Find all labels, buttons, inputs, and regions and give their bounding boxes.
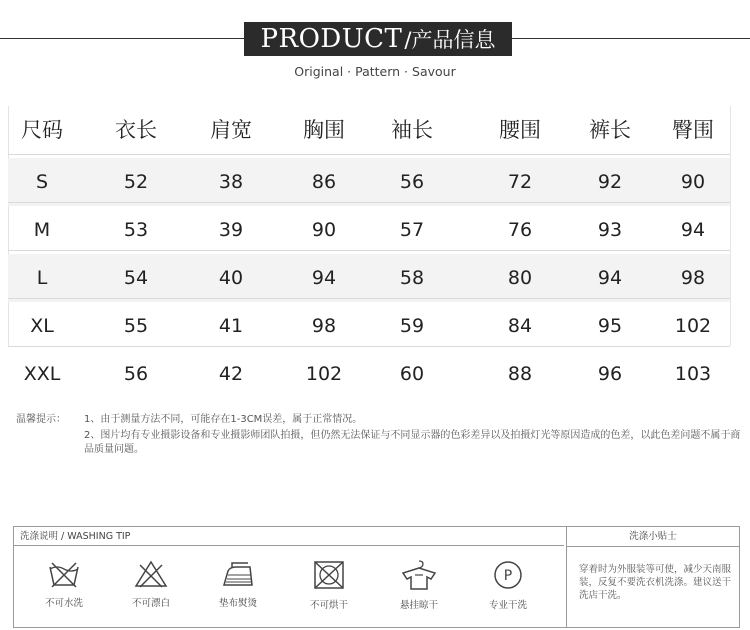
washing-tips-text: 穿着时为外服装等可使，减少天南服装，反复不要洗衣机洗涤。建议送干洗店干洗。 [579,564,732,601]
cell-pants-length: 92 [597,171,623,193]
care-item-hang-dry [382,559,456,611]
col-header-sleeve: 袖长 [391,118,433,142]
table-right-border [730,106,731,346]
no-tumble-dry-icon [312,559,346,591]
notes-line-2: 2、图片均有专业摄影设备和专业摄影师团队拍摄，但仍然无法保证与不同显示器的色彩差异以及拍摄灯光等原因造成的色差，以此色差问题不属于商品质量问题。 [84,430,741,455]
cell-pants-length: 96 [597,363,623,385]
care-item-no-bleach [114,559,188,609]
cell-waist: 72 [507,171,533,193]
cell-sleeve: 57 [399,219,425,241]
cell-pants-length: 93 [597,219,623,241]
care-item-iron [201,559,275,609]
row-divider [8,202,730,203]
col-header-waist: 腰围 [499,118,541,142]
row-divider [8,346,730,347]
cell-pants-length: 94 [597,267,623,289]
notes-label: 温馨提示： [16,414,66,425]
col-header-pants-length: 裤长 [589,118,631,142]
cell-hip: 103 [674,363,712,385]
cell-chest: 98 [311,315,337,337]
cell-waist: 80 [507,267,533,289]
cell-chest: 90 [311,219,337,241]
cell-size: XXL [23,363,61,385]
care-item-no-tumble-dry [292,559,366,611]
col-header-size: 尺码 [21,118,63,142]
care-label: 不可漂白 [131,598,170,609]
cell-shoulder: 41 [218,315,244,337]
cell-size: XL [30,315,54,337]
hang-dry-icon [400,559,438,591]
washing-tips-title: 洗涤小贴士 [567,527,739,547]
product-title-banner [244,22,512,56]
cell-chest: 94 [311,267,337,289]
washing-panel [13,526,740,628]
table-row [8,350,730,398]
no-water-wash-icon [47,559,81,589]
table-row [8,158,730,206]
care-label: 垫布熨烫 [218,598,257,609]
cell-shoulder: 40 [218,267,244,289]
cell-shoulder: 42 [218,363,244,385]
cell-pants-length: 95 [597,315,623,337]
professional-dry-clean-icon [491,559,525,591]
low-temp-iron-icon [220,559,256,589]
table-header-row [8,106,730,154]
row-divider [8,154,730,155]
cell-length: 52 [123,171,149,193]
washing-title: 洗涤说明 / WASHING TIP [14,527,564,546]
cell-size: S [35,171,49,193]
cell-shoulder: 38 [218,171,244,193]
table-row [8,254,730,302]
cell-size: M [33,219,51,241]
title-en: PRODUCT [260,24,403,54]
col-header-shoulder: 肩宽 [210,118,252,142]
cell-waist: 76 [507,219,533,241]
col-header-chest: 胸围 [303,118,345,142]
header-line-right [512,38,750,39]
cell-sleeve: 59 [399,315,425,337]
col-header-hip: 臀围 [672,118,714,142]
cell-size: L [36,267,48,289]
care-label: 悬挂晾干 [399,600,438,611]
cell-hip: 102 [674,315,712,337]
svg-text:P: P [503,568,513,584]
subtitle: Original · Pattern · Savour [294,64,456,79]
cell-waist: 88 [507,363,533,385]
care-item-dry-clean [471,559,545,611]
table-row [8,302,730,350]
cell-hip: 98 [680,267,706,289]
cell-waist: 84 [507,315,533,337]
cell-chest: 102 [305,363,343,385]
cell-length: 55 [123,315,149,337]
notes-line-1: 1、由于测量方法不同，可能存在1-3CM误差，属于正常情况。 [84,414,363,425]
table-row [8,206,730,254]
care-label: 不可水洗 [44,598,83,609]
title-cn: /产品信息 [404,28,496,52]
col-header-length: 衣长 [115,118,157,142]
row-divider [8,250,730,251]
care-label: 专业干洗 [488,600,527,611]
cell-length: 53 [123,219,149,241]
care-label: 不可烘干 [309,600,348,611]
cell-hip: 90 [680,171,706,193]
cell-sleeve: 60 [399,363,425,385]
cell-shoulder: 39 [218,219,244,241]
cell-hip: 94 [680,219,706,241]
header-line-left [0,38,244,39]
no-bleach-icon [134,559,168,589]
cell-sleeve: 56 [399,171,425,193]
row-divider [8,298,730,299]
cell-sleeve: 58 [399,267,425,289]
cell-length: 56 [123,363,149,385]
cell-chest: 86 [311,171,337,193]
care-item-no-water-wash [27,559,101,609]
cell-length: 54 [123,267,149,289]
